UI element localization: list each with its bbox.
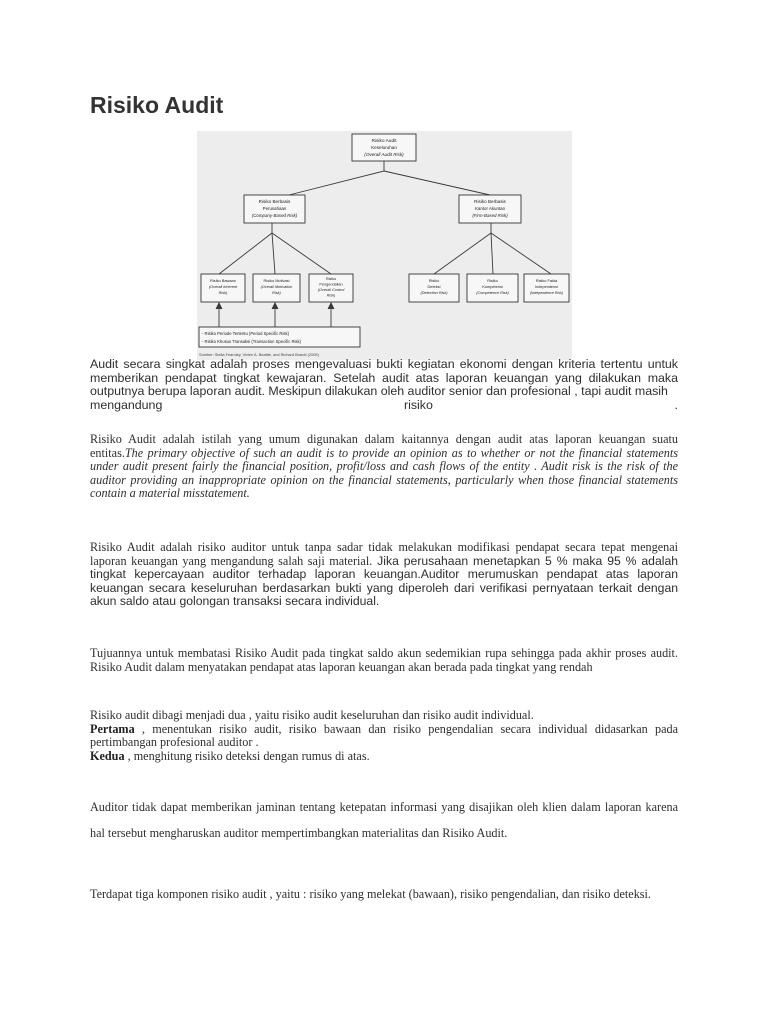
svg-text:Risiko: Risiko <box>487 278 498 283</box>
diagram-source-caption: Sumber: Stella Fearnley, Vivien A. Beattie, and Richard Brandt (2005) <box>199 352 319 357</box>
paragraph-definition-italic: The primary objective of such an audit is to provide an opinion as to whether or not the financial statements under audit present fairly the financial position, profit/loss and cash flows of the entity . Audit risk is the risk of the auditor providing an inappropriate opinion on the financial statements, particularly when those financial statements contain a material misstatement. <box>90 445 678 500</box>
svg-text:Risiko Motivasi: Risiko Motivasi <box>263 278 290 283</box>
svg-text:Risiko Audit: Risiko Audit <box>371 139 397 144</box>
svg-text:(Detection Risk): (Detection Risk) <box>420 291 448 295</box>
svg-text:Risk): Risk) <box>218 291 228 295</box>
svg-text:Risk): Risk) <box>326 293 336 298</box>
page-title: Risiko Audit <box>90 92 224 118</box>
svg-text:(Overall Inherent: (Overall Inherent <box>208 285 238 289</box>
audit-risk-diagram <box>197 131 572 360</box>
paragraph-components: Terdapat tiga komponen risiko audit , yaitu : risiko yang melekat (bawaan), risiko pengendalian, dan risiko deteksi. <box>90 887 651 901</box>
diagram-independence-risk-node <box>524 274 569 302</box>
diagram-inherent-risk-node <box>201 274 245 302</box>
svg-text:Risiko: Risiko <box>325 277 337 281</box>
svg-text:Deteksi: Deteksi <box>427 284 441 289</box>
svg-text:Kantor Akuntan: Kantor Akuntan <box>474 206 506 211</box>
diagram-competence-risk-node <box>467 274 518 302</box>
svg-text:Risiko Berbasis: Risiko Berbasis <box>474 199 506 204</box>
svg-text:(Overall Control: (Overall Control <box>317 288 345 292</box>
diagram-detection-risk-node <box>409 274 459 302</box>
diagram-motivation-risk-node <box>253 274 300 302</box>
svg-text:(Independence Risk): (Independence Risk) <box>529 291 564 295</box>
paragraph-intro <box>90 358 678 412</box>
svg-text:Risiko: Risiko <box>428 278 440 283</box>
svg-text:Risk): Risk) <box>272 291 281 295</box>
diagram-control-risk-node <box>309 274 353 302</box>
svg-text:- Risiko Periode Tertentu (Per: - Risiko Periode Tertentu (Period Specific Risk) <box>202 331 289 336</box>
svg-text:Kompetensi: Kompetensi <box>482 284 503 289</box>
paragraph-intro-last-line: mengandung risiko . <box>90 397 678 412</box>
diagram-root-node <box>352 134 416 161</box>
svg-text:Perusahaan: Perusahaan <box>262 206 287 211</box>
paragraph-intro-text: Audit secara singkat adalah proses mengevaluasi bukti kegiatan ekonomi dengan kriteria tertentu untuk memberikan pendapat tingkat kewajaran. Setelah audit atas laporan keuangan yang dilakukan maka outputnya berupa laporan audit. Meskipun dilakukan oleh auditor senior dan profesional , tapi audit masih <box>90 357 678 399</box>
svg-text:Risiko Bawaan: Risiko Bawaan <box>210 278 236 283</box>
svg-text:(Firm-Based Risk): (Firm-Based Risk) <box>472 213 508 218</box>
svg-text:Risiko Fakta: Risiko Fakta <box>535 278 558 283</box>
paragraph-audit-risk: Risiko Audit adalah risiko auditor untuk tanpa sadar tidak melakukan modifikasi pendapat secara tepat mengenai laporan keuangan yang mengandung salah saji material. Jika perusahaan menetapkan 5 % maka 95 % adalah tingkat kepercayaan auditor terhadap laporan keuangan.Auditor merumuskan pendapat atas laporan keuangan secara keseluruhan berdasarkan bukti yang diperoleh dari verifikasi pernyataan terkait dengan akun saldo atau golongan transaksi secara individual. <box>90 540 679 608</box>
svg-text:Independensi: Independensi <box>535 285 558 289</box>
svg-text:(Overall Motivation: (Overall Motivation <box>260 285 293 289</box>
paragraph-definition: Risiko Audit adalah istilah yang umum digunakan dalam kaitannya dengan audit atas laporan keuangan suatu entitas.The primary objective of such an audit is to provide an opinion as to whether or not the financial statements under audit present fairly the financial position, profit/loss and cash flows of the entity . Audit risk is the risk of the auditor providing an inappropriate opinion on the financial statements, particularly when those financial statements contain a material misstatement. <box>90 432 678 500</box>
diagram-period-transaction-box <box>199 327 360 347</box>
svg-text:Keseluruhan: Keseluruhan <box>371 145 397 150</box>
svg-text:Pengendalian: Pengendalian <box>319 282 343 287</box>
svg-text:(Overall Audit Risk): (Overall Audit Risk) <box>364 152 404 157</box>
svg-text:Risiko Berbasis: Risiko Berbasis <box>258 199 291 204</box>
svg-text:- Risiko Khusus Transaksi (Tra: - Risiko Khusus Transaksi (Transaction Specific Risk) <box>202 339 301 344</box>
svg-text:(Competence Risk): (Competence Risk) <box>476 291 509 295</box>
svg-text:(Company-Based Risk): (Company-Based Risk) <box>251 213 298 218</box>
paragraph-assurance: Auditor tidak dapat memberikan jaminan tentang ketepatan informasi yang disajikan oleh klien dalam laporan karena hal tersebut mengharuskan auditor mempertimbangkan materialitas dan Risiko Audit. <box>90 800 678 840</box>
paragraph-purpose: Tujuannya untuk membatasi Risiko Audit pada tingkat saldo akun sedemikian rupa sehingga pada akhir proses audit. Risiko Audit dalam menyatakan pendapat atas laporan keuangan akan berada pada tingkat yang rendah <box>90 646 678 674</box>
diagram-firm-based-node <box>459 195 521 223</box>
paragraph-risk-division: Risiko audit dibagi menjadi dua , yaitu risiko audit keseluruhan dan risiko audit individual. Pertama , menentukan risiko audit, risiko bawaan dan risiko pengendalian secara individual didasarkan pada pertimbangan profesional auditor . Kedua , menghitung risiko deteksi dengan rumus di atas. <box>90 708 678 763</box>
diagram-company-based-node <box>244 195 305 223</box>
